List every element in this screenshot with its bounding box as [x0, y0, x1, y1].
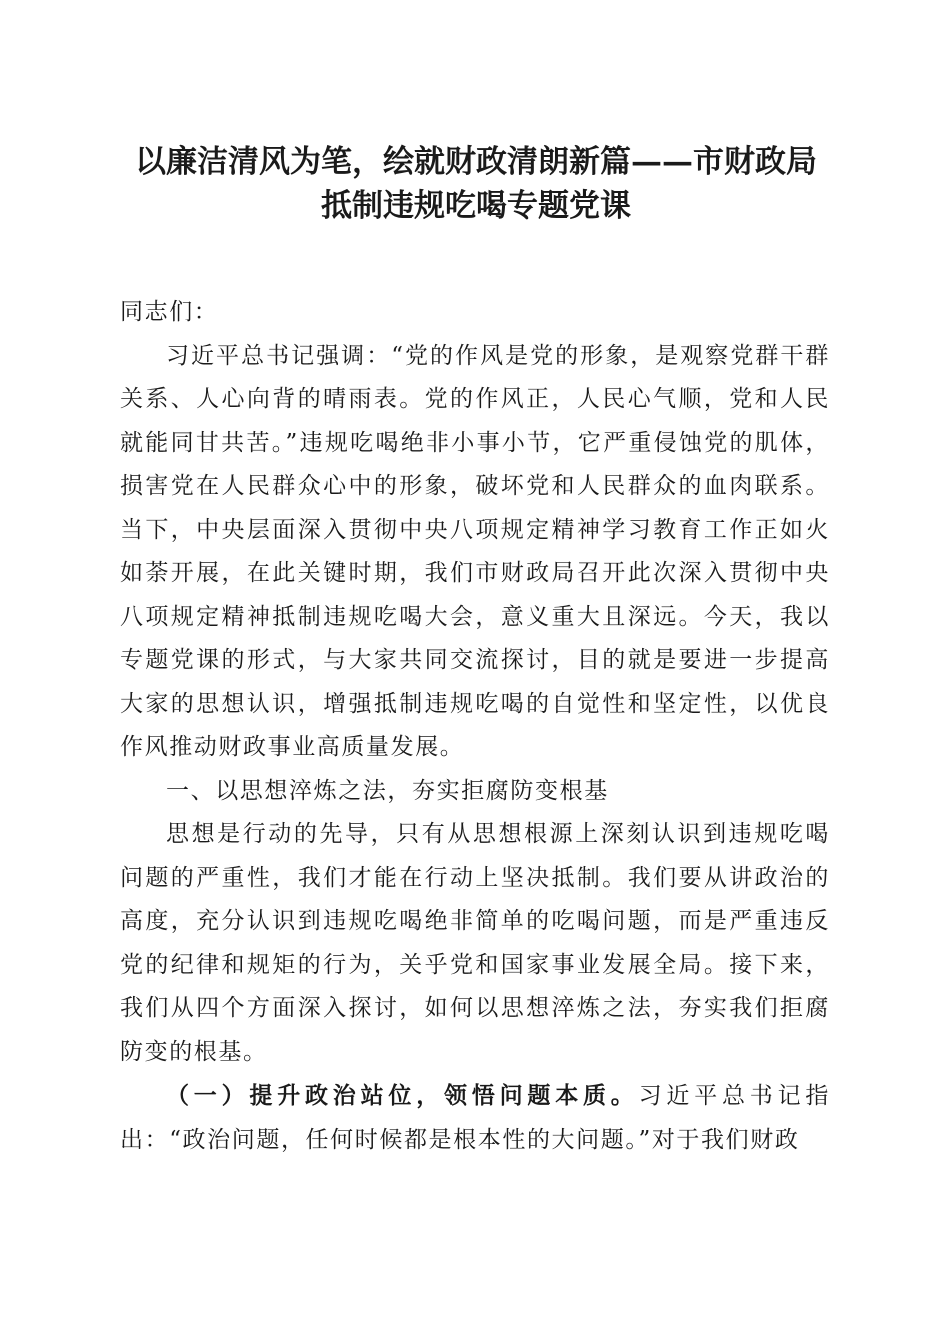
- document-title: 以廉洁清风为笔，绘就财政清朗新篇——市财政局抵制违规吃喝专题党课: [135, 144, 817, 224]
- subsection-heading-1: （一）提升政治站位，领悟问题本质。: [166, 1082, 639, 1109]
- subsection-1-paragraph: [120, 1074, 830, 1162]
- subsection-1-text: 习近平总书记指出：“政治问题，任何时候都是根本性的大问题。”对于我们财政: [120, 1083, 831, 1153]
- intro-paragraph: 习近平总书记强调：“党的作风是党的形象，是观察党群干群关系、人心向背的晴雨表。党的作风正，人民心气顺，党和人民就能同甘共苦。”违规吃喝绝非小事小节，它严重侵蚀党的肌体，损害党在人民群众心中的形象，破坏党和人民群众的血肉联系。当下，中央层面深入贯彻中央八项规定精神学习教育工作正如火如荼开展，在此关键时期，我们市财政局召开此次深入贯彻中央八项规定精神抵制违规吃喝大会，意义重大且深远。今天，我以专题党课的形式，与大家共同交流探讨，目的就是要进一步提高大家的思想认识，增强抵制违规吃喝的自觉性和坚定性，以优良作风推动财政事业高质量发展。: [120, 342, 830, 760]
- salutation: 同志们：: [120, 299, 219, 325]
- section-1-paragraph: 思想是行动的先导，只有从思想根源上深刻认识到违规吃喝问题的严重性，我们才能在行动上坚决抵制。我们要从讲政治的高度，充分认识到违规吃喝绝非简单的吃喝问题，而是严重违反党的纪律和规矩的行为，关乎党和国家事业发展全局。接下来，我们从四个方面深入探讨，如何以思想淬炼之法，夯实我们拒腐防变的根基。: [120, 821, 830, 1065]
- section-heading-1: 一、以思想淬炼之法，夯实拒腐防变根基: [166, 777, 609, 804]
- document-body: [120, 291, 830, 1162]
